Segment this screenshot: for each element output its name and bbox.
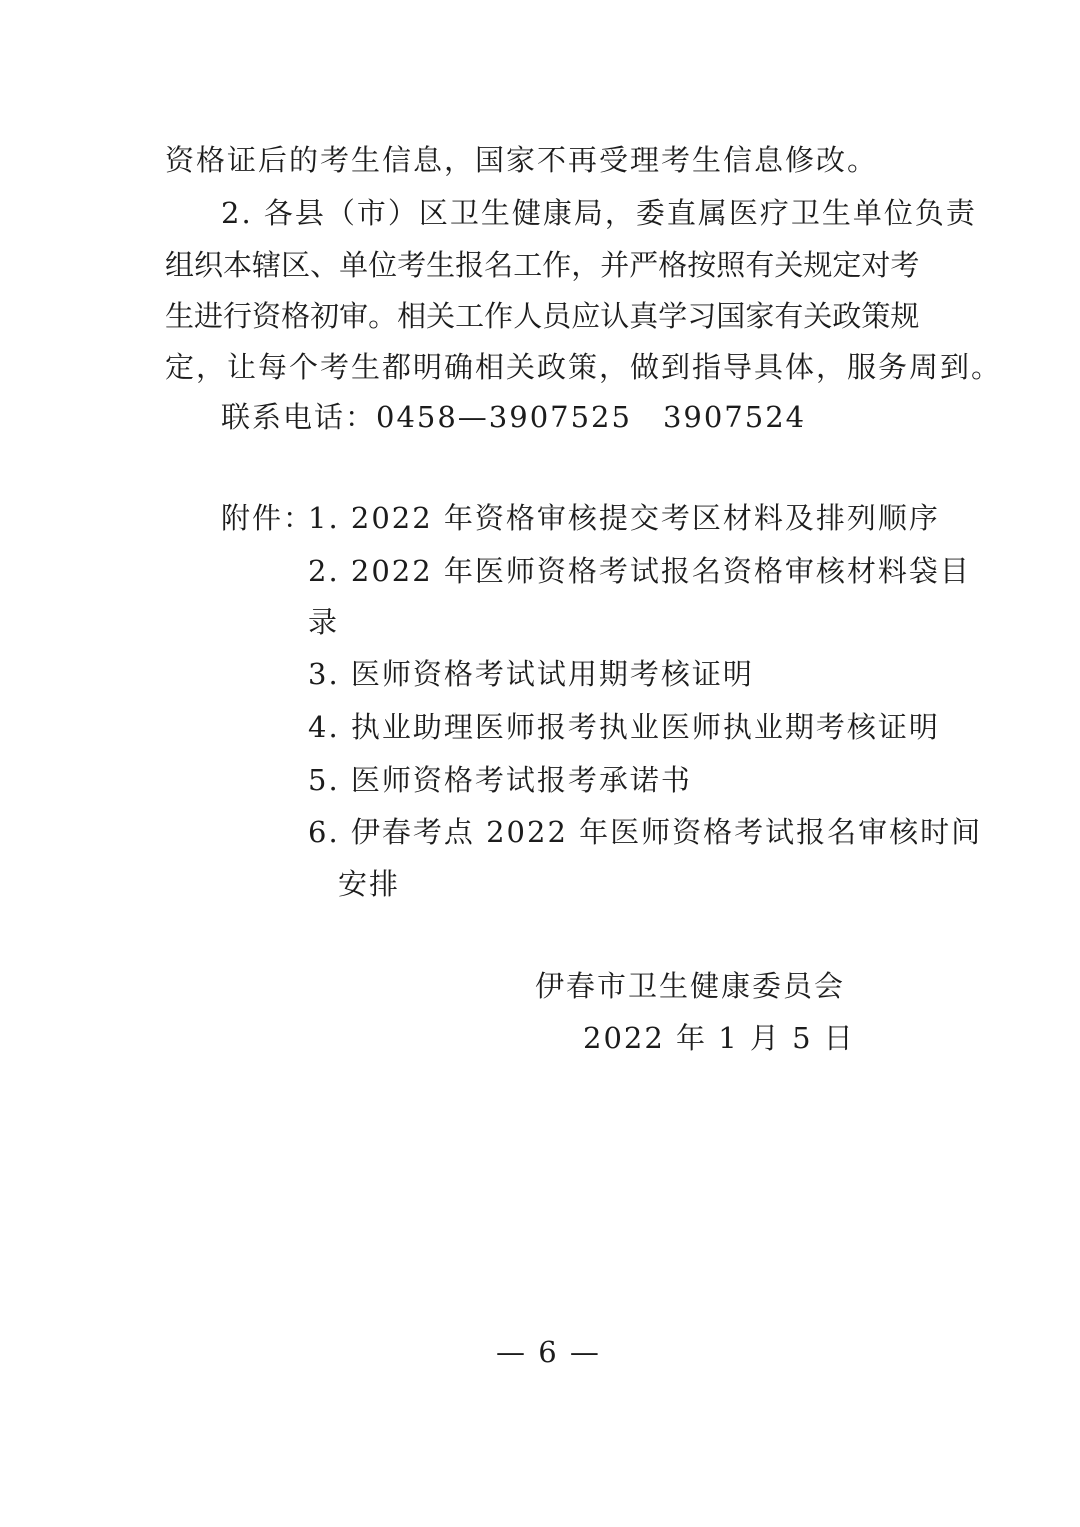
attachment-item-3: 3. 医师资格考试试用期考核证明 bbox=[308, 657, 754, 691]
paragraph-2-line-3: 生 进 行 资 格 初 审 。 相 关 工 作 人 员 应 认 真 学 习 国 家 有 关 政 策 规 bbox=[165, 299, 920, 333]
signature-organization: 伊春市卫生健康委员会 bbox=[535, 969, 846, 1003]
attachments-label: 附件： bbox=[221, 501, 315, 535]
attachment-item-6: 6. 伊春考点 2022 年医师资格考试报名审核时间 bbox=[308, 815, 983, 849]
attachment-item-2: 2. 2022 年医师资格考试报名资格审核材料袋目 bbox=[308, 554, 971, 588]
attachment-item-1: 1. 2022 年资格审核提交考区材料及排列顺序 bbox=[308, 501, 940, 535]
paragraph-2-line-4: 定，让每个考生都明确相关政策，做到指导具体，服务周到。 bbox=[165, 350, 1003, 384]
contact-phone: 联系电话：0458—3907525 3907524 bbox=[221, 400, 807, 434]
paragraph-1-end: 资格证后的考生信息，国家不再受理考生信息修改。 bbox=[165, 143, 879, 177]
paragraph-2-line-1: 2. 各县（市）区卫生健康局，委直属医疗卫生单位负责 bbox=[221, 196, 977, 230]
paragraph-2-line-2: 组 织 本 辖 区 、 单 位 考 生 报 名 工 作 ， 并 严 格 按 照 有 关 规 定 对 考 bbox=[165, 248, 920, 282]
attachment-item-2-cont: 录 bbox=[308, 605, 340, 639]
attachment-item-5: 5. 医师资格考试报考承诺书 bbox=[308, 763, 692, 797]
signature-date: 2022 年 1 月 5 日 bbox=[583, 1021, 855, 1055]
page-number: — 6 — bbox=[496, 1335, 601, 1369]
attachment-item-6-cont: 安排 bbox=[338, 867, 401, 901]
attachment-item-4: 4. 执业助理医师报考执业医师执业期考核证明 bbox=[308, 710, 940, 744]
